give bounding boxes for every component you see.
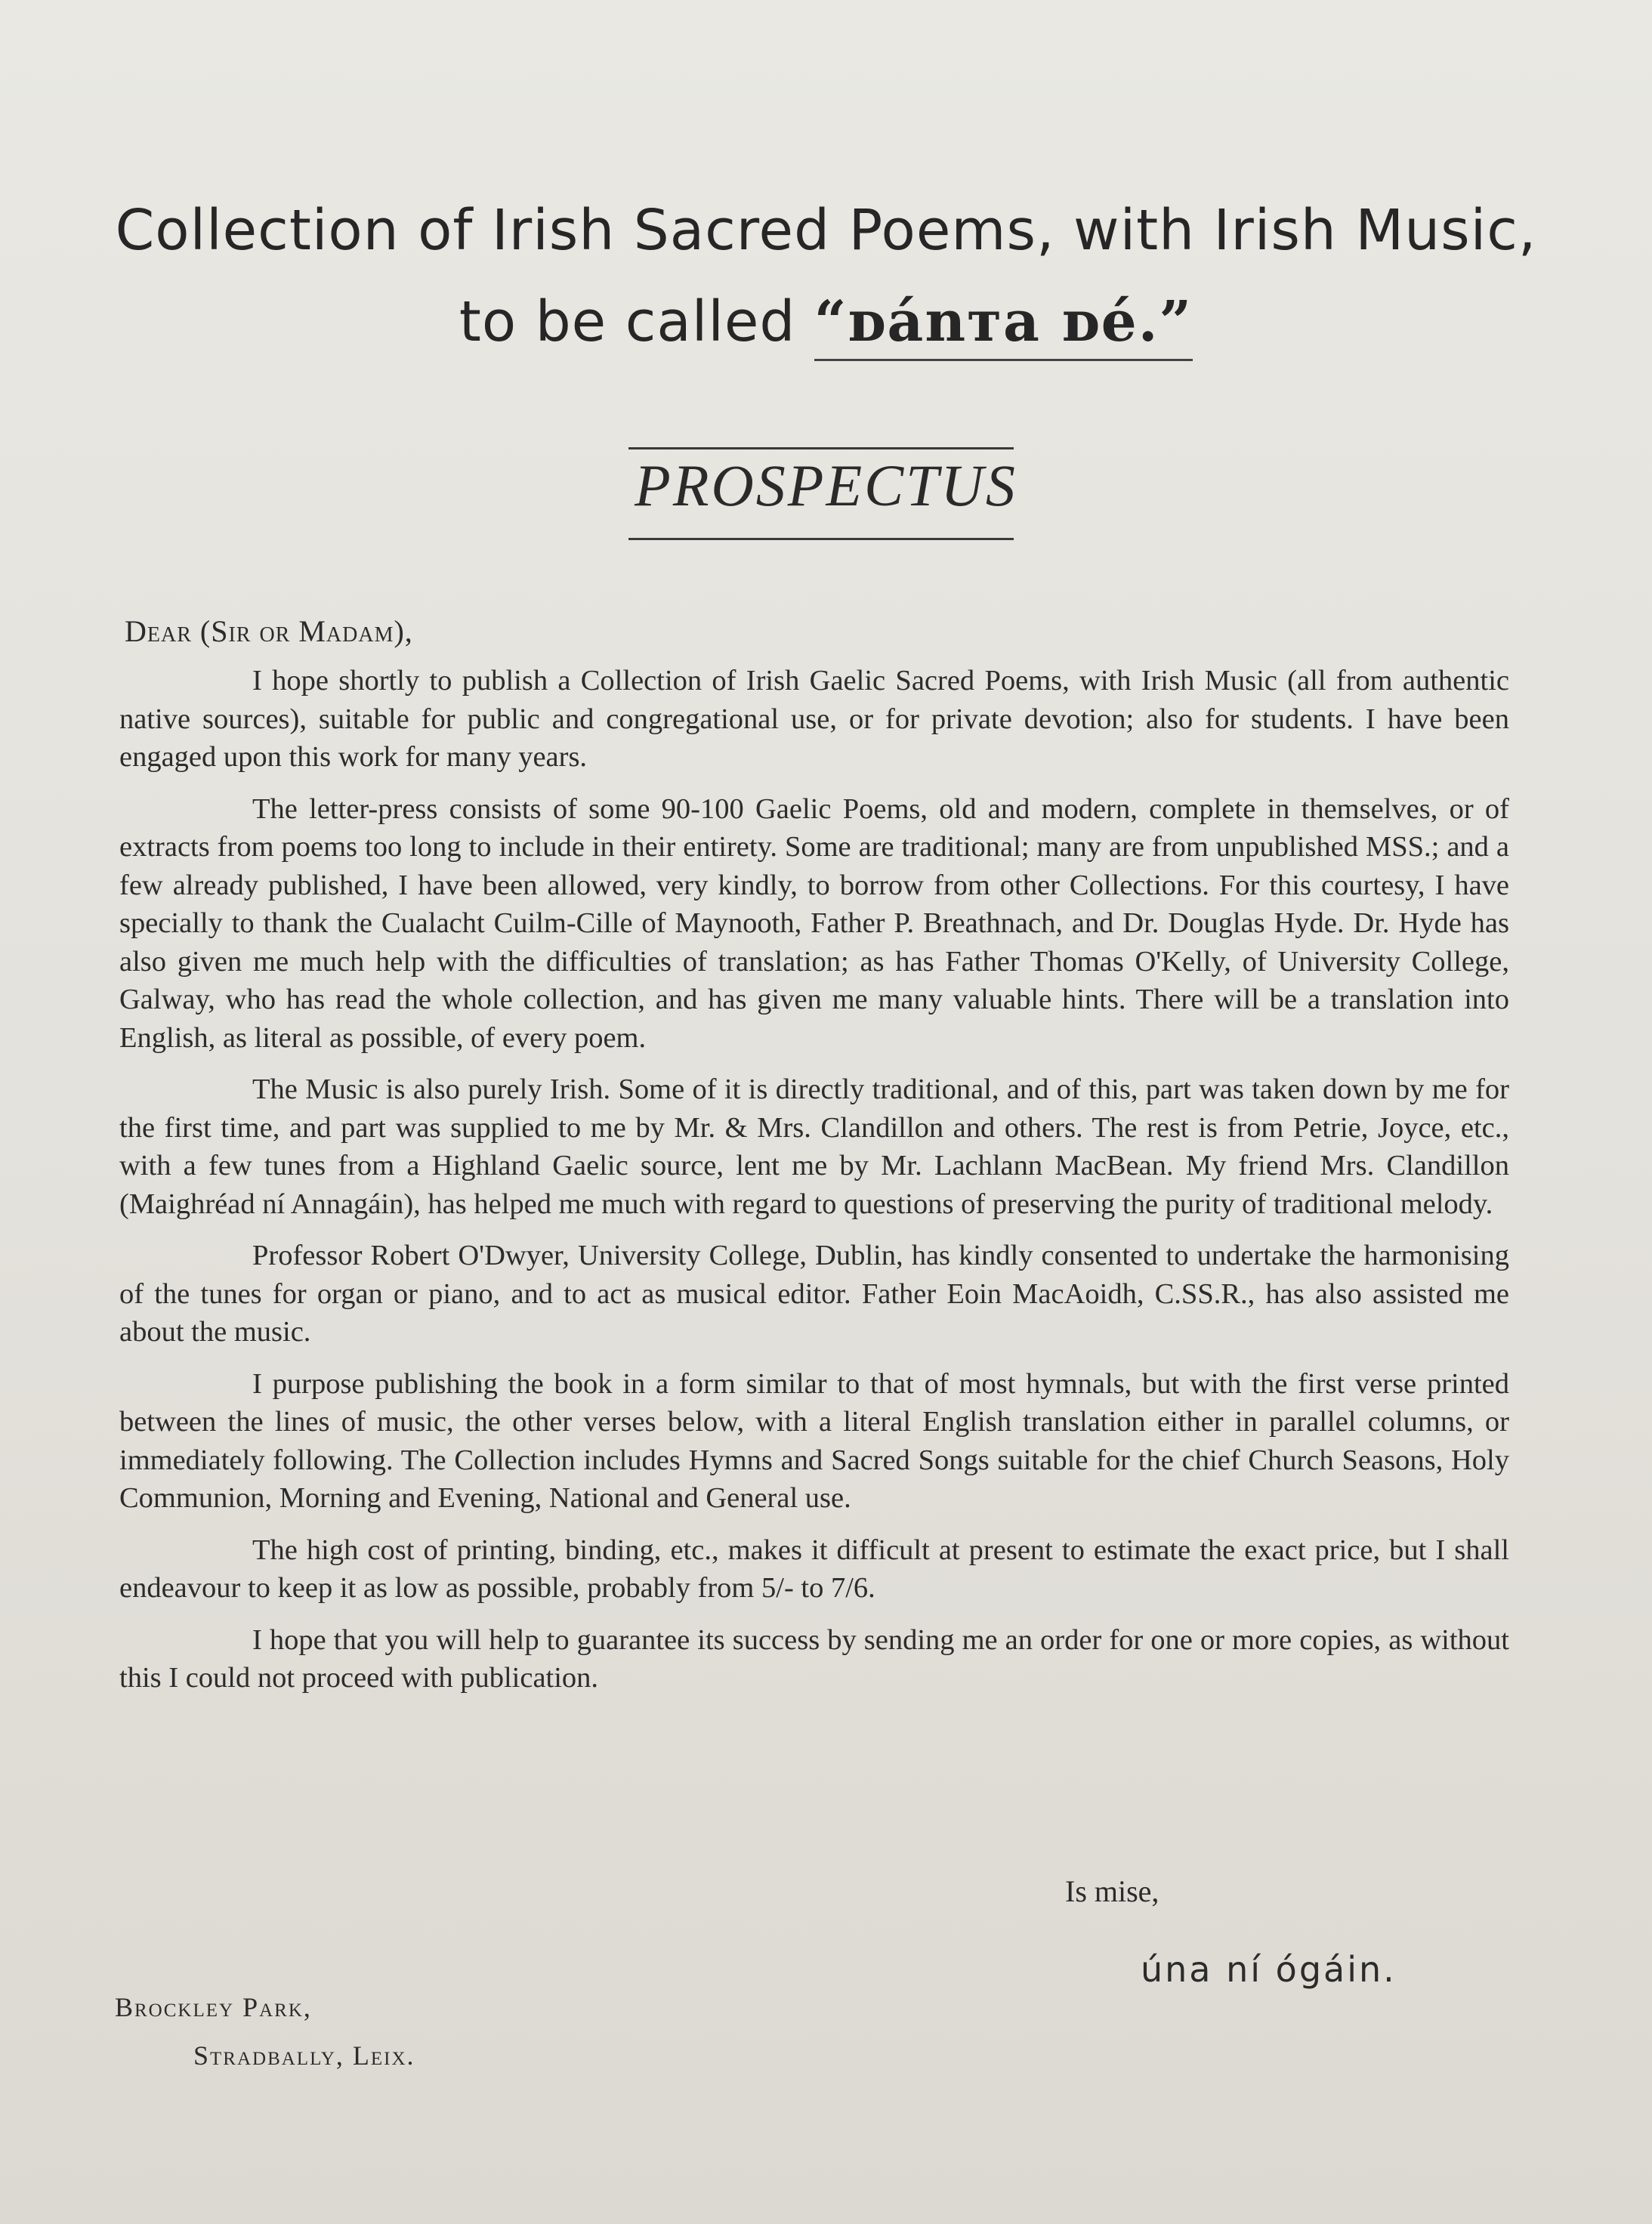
paragraph: Professor Robert O'Dwyer, University College, Dublin, has kindly consented to undertake the harmonising of the tunes for organ or piano, and to act as musical editor. Father Eoin MacAoidh, C.SS.R., has also assisted me about the music. (119, 1240, 1509, 1348)
irish-title: “ᴅánᴛa ᴅé.” (814, 289, 1193, 361)
paragraph: I hope that you will help to guarantee its success by sending me an order for one or more copies, as without this I could not proceed with publication. (119, 1623, 1509, 1694)
closing: Is mise, (1065, 1874, 1159, 1908)
address-line-2-text: Stradbally, Leix. (193, 2040, 415, 2071)
paragraph: I hope shortly to publish a Collection of Irish Gaelic Sacred Poems, with Irish Music (all from authentic native sources), suitable for public and congregational use, or for private devotion; also for students. I have been engaged upon this work for many years. (119, 665, 1509, 773)
letter-body (119, 662, 1509, 1711)
paragraph: I purpose publishing the book in a form similar to that of most hymnals, but with the first verse printed between the lines of music, the other verses below, with a literal English translation either in parallel columns, or immediately following. The Collection includes Hymns and Sacred Songs suitable for the chief Church Seasons, Holy Communion, Morning and Evening, National and General use. (119, 1367, 1509, 1514)
address-line-1 (115, 1991, 312, 2023)
address-line-1-text: Brockley Park, (115, 1992, 312, 2022)
paragraph: The high cost of printing, binding, etc., makes it difficult at present to estimate the exact price, but I shall endeavour to keep it as low as possible, probably from 5/- to 7/6. (119, 1534, 1509, 1604)
salutation-text: Dear (Sir or Madam), (125, 614, 413, 648)
paragraph: The Music is also purely Irish. Some of it is directly traditional, and of this, part was taken down by me for the first time, and part was supplied to me by Mr. & Mrs. Clandillon and others. The rest is from Petrie, Joyce, etc., with a few tunes from a Highland Gaelic source, lent me by Mr. Lachlann MacBean. My friend Mrs. Clandillon (Maighréad ní Annagáin), has helped me much with regard to questions of preserving the purity of traditional melody. (119, 1073, 1509, 1220)
title-line-2 (0, 289, 1652, 354)
heading-rule-top (628, 447, 1014, 449)
prospectus-heading: PROSPECTUS (635, 453, 1017, 518)
title-line-2-prefix: to be called (459, 289, 796, 354)
signature: úna ní ógáin. (1141, 1949, 1397, 1990)
title-line-1: Collection of Irish Sacred Poems, with Irish Music, (115, 198, 1537, 263)
paragraph: The letter-press consists of some 90-100 Gaelic Poems, old and modern, complete in themselves, or of extracts from poems too long to include in their entirety. Some are traditional; many are from unpublished MSS.; and a few already published, I have been allowed, very kindly, to borrow from other Collections. For this courtesy, I have specially to thank the Cualacht Cuilm-Cille of Maynooth, Father P. Breathnach, and Dr. Douglas Hyde. Dr. Hyde has also given me much help with the difficulties of translation; as has Father Thomas O'Kelly, of University College, Galway, who has read the whole collection, and has given me many valuable hints. There will be a translation into English, as literal as possible, of every poem. (119, 792, 1509, 1054)
address-line-2 (193, 2040, 415, 2071)
salutation (125, 613, 413, 649)
heading-rule-bottom (628, 538, 1014, 540)
